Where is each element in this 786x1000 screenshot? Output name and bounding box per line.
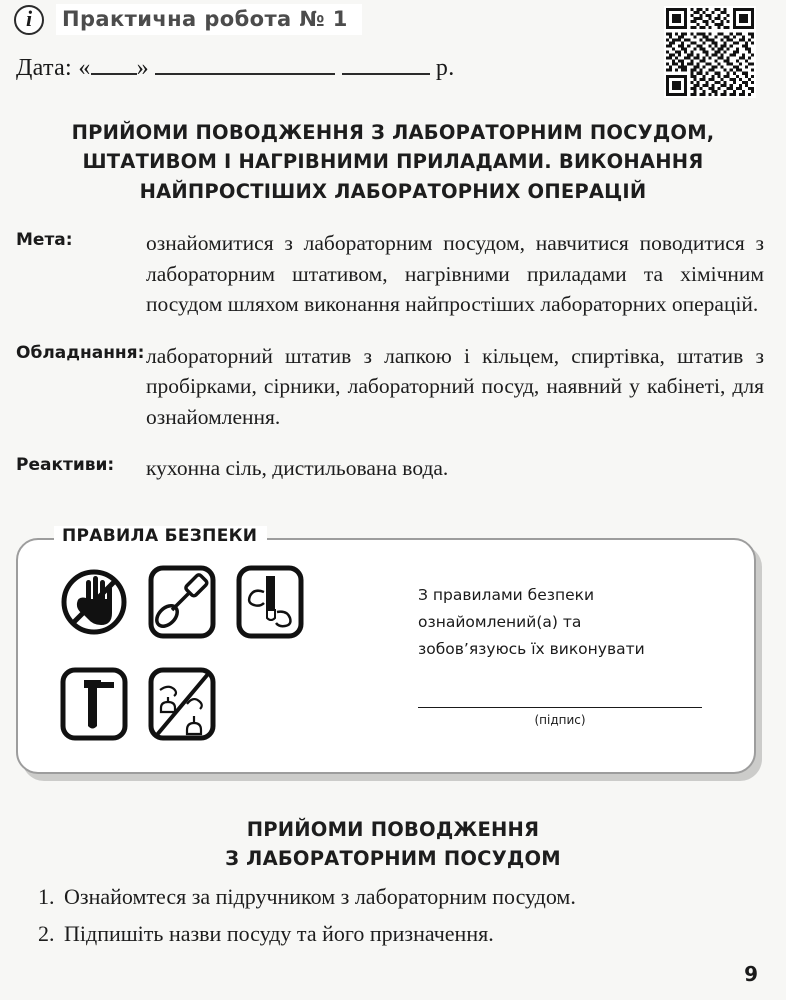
date-close-quote: »: [136, 55, 149, 81]
definition-text-goal: ознайомитися з лабораторним посудом, навчитися поводитися з лабораторним штативом, нагрівними приладами та хімічним посудом шляхом виконання найпростіших лабораторних операцій.: [146, 231, 764, 317]
safety-icon-row-2: [58, 660, 362, 748]
task-text: Підпишіть назви посуду та його призначення.: [64, 921, 494, 946]
definition-row-goal: [16, 228, 764, 320]
signature-caption: (підпис): [534, 713, 586, 728]
definition-term-goal: Мета:: [16, 230, 73, 250]
safety-pledge-line-1: З правилами безпеки ознайомлений(а) та: [418, 586, 595, 632]
definition-term-reagents: Реактиви:: [16, 455, 115, 476]
definition-text-reagents: кухонна сіль, дистильована вода.: [146, 456, 449, 481]
practical-work-title-line-2: ШТАТИВОМ І НАГРІВНИМИ ПРИЛАДАМИ. ВИКОНАННЯ: [82, 150, 704, 174]
safety-icon-row-1: [58, 558, 362, 646]
practical-work-title-line-1: ПРИЙОМИ ПОВОДЖЕННЯ З ЛАБОРАТОРНИМ ПОСУДОМ,: [71, 121, 715, 144]
section-title: [60, 815, 726, 874]
safety-pledge-line-2: зобов’язуюсь їх виконувати: [418, 640, 645, 659]
date-day-blank[interactable]: [91, 73, 137, 75]
section-title-line-2: З ЛАБОРАТОРНИМ ПОСУДОМ: [225, 847, 561, 871]
hands-holding-test-tube-icon: [234, 558, 306, 646]
safety-icon-grid: [42, 558, 362, 754]
definition-row-equipment: [16, 341, 764, 433]
info-icon: [14, 5, 44, 35]
section-title-line-1: ПРИЙОМИ ПОВОДЖЕННЯ: [246, 818, 540, 841]
date-year-blank[interactable]: [342, 73, 430, 75]
safety-rules-label: ПРАВИЛА БЕЗПЕКИ: [54, 526, 267, 546]
definition-list: [16, 228, 764, 505]
practical-work-title-line-3: НАЙПРОСТІШИХ ЛАБОРАТОРНИХ ОПЕРАЦІЙ: [139, 179, 647, 203]
qr-code-icon[interactable]: [664, 6, 756, 98]
definition-term-equipment: Обладнання:: [16, 342, 145, 363]
definition-row-reagents: [16, 453, 764, 484]
page-header: [14, 4, 362, 35]
page-title: Практична робота № 1: [56, 4, 362, 35]
page-number: 9: [744, 962, 758, 986]
task-number: 2.: [38, 921, 55, 946]
task-list: [38, 880, 756, 954]
task-item: [38, 880, 756, 913]
no-touching-hand-icon: [58, 558, 130, 646]
task-number: 1.: [38, 884, 55, 909]
date-line: [16, 55, 455, 82]
task-item: [38, 917, 756, 950]
date-month-blank[interactable]: [155, 73, 335, 75]
definition-text-equipment: лабораторний штатив з лапкою і кільцем, спиртівка, штатив з пробірками, сірники, лабораторний посуд, наявний у кабінеті, для ознайомлення.: [146, 343, 764, 429]
date-label: Дата:: [16, 55, 73, 81]
date-year-suffix: р.: [435, 55, 455, 81]
safety-pledge: [362, 558, 730, 754]
no-lighting-spirit-lamp-from-another-icon: [146, 660, 218, 748]
test-tube-in-holder-icon: [58, 660, 130, 748]
safety-rules-box: [16, 526, 756, 774]
practical-work-title: [70, 118, 716, 206]
spatula-icon: [146, 558, 218, 646]
info-icon-glyph: i: [25, 6, 33, 31]
task-text: Ознайомтеся за підручником з лабораторним посудом.: [64, 884, 576, 909]
safety-rules-content: [16, 538, 756, 774]
date-open-quote: «: [78, 55, 91, 81]
